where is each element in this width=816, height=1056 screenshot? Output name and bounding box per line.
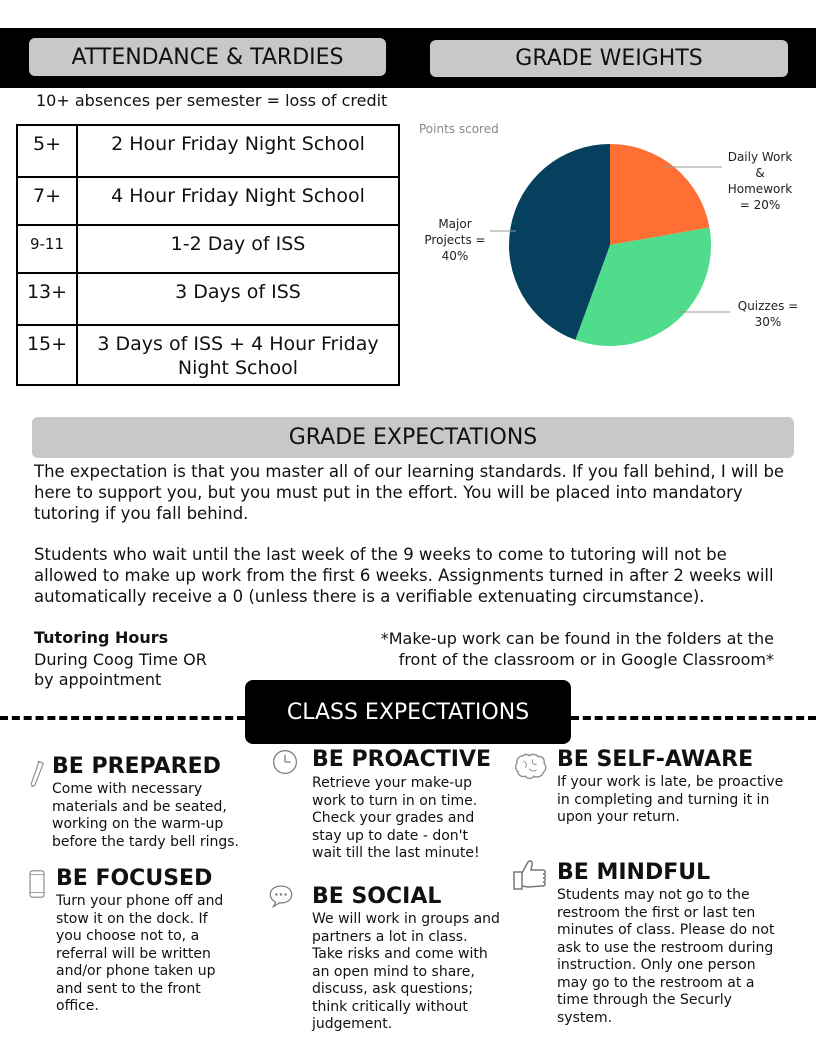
tardy-count: 7+ xyxy=(17,177,77,225)
makeup-note: *Make-up work can be found in the folders at the front of the classroom or in Google Classroom* xyxy=(380,629,774,669)
label-line: Quizzes = xyxy=(737,299,799,313)
be-proactive-body: Retrieve your make-up work to turn in on time. Check your grades and stay up to date - don't wait till the last minute! xyxy=(312,775,480,861)
tardy-consequence: 1-2 Day of ISS xyxy=(77,225,399,273)
tardy-table xyxy=(16,124,400,386)
tardy-count: 13+ xyxy=(17,273,77,325)
phone-icon xyxy=(24,870,50,898)
brain-icon xyxy=(514,752,548,780)
table-row xyxy=(17,273,399,325)
slice-label-quizzes xyxy=(733,298,803,330)
label-line: 30% xyxy=(754,315,782,329)
label-line: Major xyxy=(438,217,472,231)
table-row xyxy=(17,125,399,177)
tutoring-line: by appointment xyxy=(34,670,162,689)
pencil-icon xyxy=(24,760,50,788)
divider xyxy=(571,716,816,720)
tutoring-line: During Coog Time OR xyxy=(34,650,207,669)
be-focused-body: Turn your phone off and stow it on the dock. If you choose not to, a referral will be written and/or phone taken up and sent to the front office. xyxy=(56,893,224,1014)
be-social-title: BE SOCIAL xyxy=(312,884,442,909)
divider xyxy=(0,716,245,720)
be-social-body: We will work in groups and partners a lot in class. Take risks and come with an open mind to share, discuss, ask questions; think critically without judgement. xyxy=(312,911,500,1032)
table-row xyxy=(17,225,399,273)
slice-label-major xyxy=(418,216,492,264)
table-row xyxy=(17,325,399,385)
label-line: Daily Work xyxy=(727,150,793,164)
late-work-paragraph: Students who wait until the last week of the 9 weeks to come to tutoring will not be allowed to make up work from the first 6 weeks. Assignments turned in after 2 weeks will automatically receive a 0 (unless there is a verifiable extenuating circumstance). xyxy=(34,545,774,606)
slice-label-daily xyxy=(722,149,798,213)
tardy-consequence: 3 Days of ISS + 4 Hour Friday Night School xyxy=(77,325,399,385)
tardy-count: 15+ xyxy=(17,325,77,385)
clock-icon xyxy=(272,748,298,776)
label-line: Projects = xyxy=(424,233,486,247)
expectation-paragraph: The expectation is that you master all of our learning standards. If you fall behind, I will be here to support you, but you must put in the effort. You will be placed into mandatory tutoring if you fall behind. xyxy=(34,462,785,523)
speech-bubble-icon xyxy=(268,882,294,910)
tardy-count: 5+ xyxy=(17,125,77,177)
be-mindful-body: Students may not go to the restroom the first or last ten minutes of class. Please do not ask to use the restroom during instruction. Only one person may go to the restroom at a time through the Securly system. xyxy=(557,887,775,1026)
class-expectations-title: CLASS EXPECTATIONS xyxy=(245,680,571,744)
absence-note: 10+ absences per semester = loss of credit xyxy=(36,91,388,110)
tardy-consequence: 2 Hour Friday Night School xyxy=(77,125,399,177)
be-self-aware-title: BE SELF-AWARE xyxy=(557,747,754,772)
label-line: 40% xyxy=(441,249,469,263)
tardy-consequence: 3 Days of ISS xyxy=(77,273,399,325)
grade-expectations-title: GRADE EXPECTATIONS xyxy=(32,417,794,458)
attendance-title: ATTENDANCE & TARDIES xyxy=(29,38,386,76)
be-prepared-title: BE PREPARED xyxy=(52,754,221,779)
thumbs-up-icon xyxy=(512,858,548,892)
tardy-count: 9-11 xyxy=(17,225,77,273)
label-line: & xyxy=(755,166,765,180)
be-focused-title: BE FOCUSED xyxy=(56,866,213,891)
slice-daily-work xyxy=(610,144,709,245)
tardy-consequence: 4 Hour Friday Night School xyxy=(77,177,399,225)
grade-weights-title: GRADE WEIGHTS xyxy=(430,40,788,77)
be-proactive-title: BE PROACTIVE xyxy=(312,747,492,772)
table-row xyxy=(17,177,399,225)
be-prepared-body: Come with necessary materials and be seated, working on the warm-up before the tardy bell rings. xyxy=(52,781,240,850)
be-self-aware-body: If your work is late, be proactive in completing and turning it in upon your return. xyxy=(557,774,784,825)
tutoring-title: Tutoring Hours xyxy=(34,628,169,647)
be-mindful-title: BE MINDFUL xyxy=(557,860,711,885)
chart-title: Points scored xyxy=(419,122,499,136)
label-line: Homework xyxy=(727,182,793,196)
label-line: = 20% xyxy=(739,198,781,212)
